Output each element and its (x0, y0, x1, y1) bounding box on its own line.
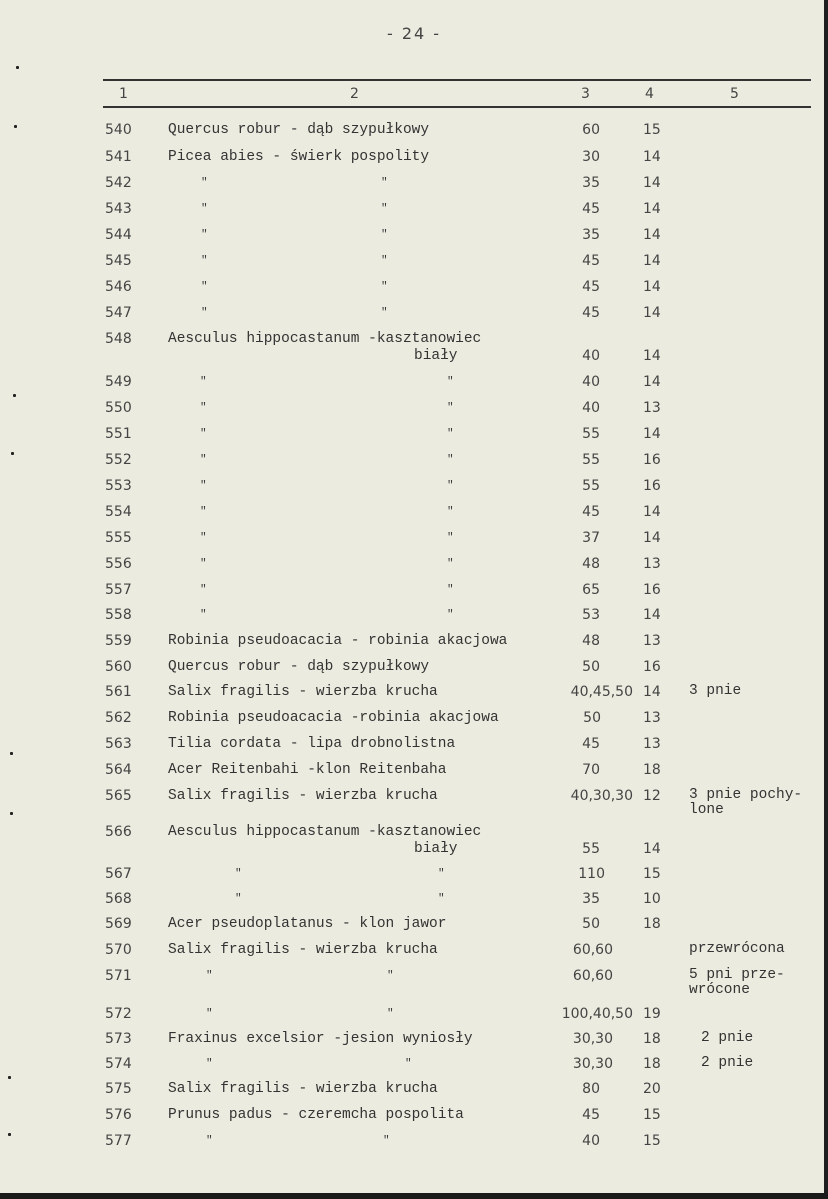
height-value: 18 (643, 762, 661, 778)
ditto-mark-polish: " (447, 506, 454, 518)
height-value: 16 (643, 452, 661, 468)
species-name: Salix fragilis - wierzba krucha (168, 942, 438, 958)
table-row (0, 633, 828, 651)
table-row (0, 331, 828, 364)
diameter-value: 60,60 (572, 968, 613, 984)
ditto-mark-polish: " (447, 532, 454, 544)
species-name: Quercus robur - dąb szypułkowy (168, 122, 430, 138)
column-header-5: 5 (730, 86, 739, 102)
ditto-mark-polish: " (447, 376, 454, 388)
diameter-value: 45 (582, 1107, 600, 1123)
ditto-mark-latin: " (201, 255, 208, 267)
ditto-mark-polish: " (381, 229, 388, 241)
row-number: 550 (105, 400, 132, 416)
remarks: 5 pni prze- (689, 967, 785, 983)
margin-hole-mark (16, 66, 19, 69)
row-number: 565 (105, 788, 132, 804)
column-header-1: 1 (119, 86, 128, 102)
ditto-mark-polish: " (447, 480, 454, 492)
species-name: Tilia cordata - lipa drobnolistna (168, 736, 456, 752)
row-number: 563 (105, 736, 132, 752)
diameter-value: 50 (583, 710, 601, 726)
table-row (0, 253, 828, 271)
species-name: Robinia pseudoacacia - robinia akacjowa (168, 633, 508, 649)
diameter-value: 35 (582, 175, 600, 191)
row-number: 576 (105, 1107, 132, 1123)
ditto-mark-latin: " (201, 229, 208, 241)
height-value: 14 (643, 504, 661, 520)
species-name-continued: biały (414, 841, 458, 857)
row-number: 567 (105, 866, 132, 882)
table-row (0, 582, 828, 600)
diameter-value: 35 (582, 891, 600, 907)
species-name: Prunus padus - czeremcha pospolita (168, 1107, 464, 1123)
ditto-mark-polish: " (447, 454, 454, 466)
diameter-value: 40 (582, 374, 600, 390)
diameter-value: 50 (582, 916, 600, 932)
height-value: 13 (643, 736, 661, 752)
height-value: 12 (643, 788, 661, 804)
ditto-mark-latin: " (206, 1008, 213, 1020)
diameter-value: 45 (582, 504, 600, 520)
diameter-value: 55 (582, 426, 600, 442)
row-number: 570 (105, 942, 132, 958)
margin-hole-mark (10, 812, 13, 815)
species-name: Aesculus hippocastanum -kasztanowiec (168, 331, 482, 347)
column-header-4: 4 (645, 86, 654, 102)
table-row (0, 227, 828, 245)
height-value: 15 (643, 866, 661, 882)
table-row (0, 279, 828, 297)
height-value: 14 (643, 348, 661, 364)
table-row (0, 866, 828, 884)
ditto-mark-latin: " (206, 970, 213, 982)
row-number: 562 (105, 710, 132, 726)
diameter-value: 30 (582, 149, 600, 165)
table-row (0, 736, 828, 754)
table-row (0, 684, 828, 702)
diameter-value: 110 (578, 866, 605, 882)
ditto-mark-polish: " (381, 177, 388, 189)
table-row (0, 1081, 828, 1099)
ditto-mark-latin: " (206, 1058, 213, 1070)
table-row (0, 607, 828, 625)
ditto-mark-latin: " (200, 480, 207, 492)
table-row (0, 201, 828, 219)
remarks-continued: wrócone (689, 982, 750, 998)
row-number: 543 (105, 201, 132, 217)
diameter-value: 55 (582, 478, 600, 494)
table-row (0, 1056, 828, 1074)
height-value: 14 (643, 305, 661, 321)
row-number: 568 (105, 891, 132, 907)
row-number: 564 (105, 762, 132, 778)
remarks: 2 pnie (701, 1030, 754, 1046)
table-row (0, 305, 828, 323)
table-row (0, 175, 828, 193)
height-value: 14 (643, 253, 661, 269)
ditto-mark-latin: " (200, 454, 207, 466)
row-number: 542 (105, 175, 132, 191)
row-number: 558 (105, 607, 132, 623)
table-row (0, 1133, 828, 1151)
row-number: 571 (105, 968, 132, 984)
height-value: 14 (643, 149, 661, 165)
height-value: 14 (643, 426, 661, 442)
diameter-value: 60 (582, 122, 600, 138)
ditto-mark-latin: " (201, 177, 208, 189)
ditto-mark-polish: " (405, 1058, 412, 1070)
height-value: 15 (643, 1107, 661, 1123)
table-row (0, 478, 828, 496)
species-name: Acer Reitenbahi -klon Reitenbaha (168, 762, 447, 778)
diameter-value: 50 (582, 659, 600, 675)
height-value: 14 (643, 530, 661, 546)
table-row (0, 967, 828, 998)
row-number: 556 (105, 556, 132, 572)
height-value: 18 (643, 916, 661, 932)
table-row (0, 452, 828, 470)
species-name: Quercus robur - dąb szypułkowy (168, 659, 430, 675)
diameter-value: 48 (582, 633, 600, 649)
row-number: 541 (105, 149, 132, 165)
ditto-mark-polish: " (381, 281, 388, 293)
table-row (0, 762, 828, 780)
height-value: 16 (643, 659, 661, 675)
height-value: 18 (643, 1031, 661, 1047)
row-number: 577 (105, 1133, 132, 1149)
diameter-value: 45 (582, 201, 600, 217)
diameter-value: 35 (582, 227, 600, 243)
table-row (0, 1006, 828, 1024)
column-header-2: 2 (350, 86, 359, 102)
height-value: 16 (643, 478, 661, 494)
table-row (0, 426, 828, 444)
species-name: Salix fragilis - wierzba krucha (168, 1081, 438, 1097)
row-number: 552 (105, 452, 132, 468)
remarks: przewrócona (689, 941, 785, 957)
ditto-mark-polish: " (387, 1008, 394, 1020)
diameter-value: 70 (582, 762, 600, 778)
table-header-rule-bottom (103, 106, 811, 108)
height-value: 19 (643, 1006, 661, 1022)
ditto-mark-polish: " (381, 307, 388, 319)
species-name-continued: biały (414, 348, 458, 364)
row-number: 540 (105, 122, 132, 138)
table-row (0, 1107, 828, 1125)
table-row (0, 122, 828, 140)
row-number: 566 (105, 824, 132, 840)
table-row (0, 504, 828, 522)
row-number: 546 (105, 279, 132, 295)
height-value: 10 (643, 891, 661, 907)
diameter-value: 55 (582, 452, 600, 468)
row-number: 559 (105, 633, 132, 649)
table-row (0, 1031, 828, 1049)
table-row (0, 710, 828, 728)
row-number: 551 (105, 426, 132, 442)
species-name: Aesculus hippocastanum -kasztanowiec (168, 824, 482, 840)
diameter-value: 30,30 (572, 1056, 613, 1072)
ditto-mark-latin: " (200, 506, 207, 518)
remarks: 2 pnie (701, 1055, 754, 1071)
height-value: 20 (643, 1081, 661, 1097)
diameter-value: 80 (582, 1081, 600, 1097)
table-row (0, 891, 828, 909)
ditto-mark-polish: " (438, 868, 445, 880)
ditto-mark-polish: " (381, 255, 388, 267)
table-row (0, 149, 828, 167)
row-number: 547 (105, 305, 132, 321)
height-value: 14 (643, 227, 661, 243)
row-number: 555 (105, 530, 132, 546)
ditto-mark-polish: " (381, 203, 388, 215)
ditto-mark-latin: " (201, 203, 208, 215)
table-header-rule-top (103, 79, 811, 81)
diameter-value: 55 (582, 841, 600, 857)
height-value: 14 (643, 374, 661, 390)
diameter-value: 48 (582, 556, 600, 572)
diameter-value: 45 (582, 736, 600, 752)
ditto-mark-polish: " (438, 893, 445, 905)
species-name: Acer pseudoplatanus - klon jawor (168, 916, 447, 932)
remarks-continued: lone (689, 802, 724, 818)
ditto-mark-latin: " (235, 868, 242, 880)
column-header-3: 3 (581, 86, 590, 102)
species-name: Picea abies - świerk pospolity (168, 149, 430, 165)
table-row (0, 824, 828, 857)
page-edge-bottom (0, 1193, 828, 1199)
height-value: 13 (643, 400, 661, 416)
ditto-mark-latin: " (200, 532, 207, 544)
height-value: 15 (643, 1133, 661, 1149)
row-number: 569 (105, 916, 132, 932)
ditto-mark-polish: " (387, 970, 394, 982)
species-name: Fraxinus excelsior -jesion wyniosły (168, 1031, 473, 1047)
height-value: 14 (643, 684, 661, 700)
ditto-mark-polish: " (447, 584, 454, 596)
margin-hole-mark (13, 394, 16, 397)
diameter-value: 45 (582, 253, 600, 269)
table-row (0, 787, 828, 818)
row-number: 561 (105, 684, 132, 700)
margin-hole-mark (8, 1076, 11, 1079)
height-value: 16 (643, 582, 661, 598)
ditto-mark-polish: " (383, 1135, 390, 1147)
row-number: 575 (105, 1081, 132, 1097)
row-number: 544 (105, 227, 132, 243)
page-number: - 24 - (386, 24, 442, 43)
row-number: 560 (105, 659, 132, 675)
height-value: 14 (643, 201, 661, 217)
row-number: 573 (105, 1031, 132, 1047)
remarks: 3 pnie pochy- (689, 787, 803, 803)
species-name: Salix fragilis - wierzba krucha (168, 684, 438, 700)
ditto-mark-latin: " (201, 307, 208, 319)
table-row (0, 659, 828, 677)
row-number: 548 (105, 331, 132, 347)
species-name: Robinia pseudoacacia -robinia akacjowa (168, 710, 499, 726)
diameter-value: 37 (582, 530, 600, 546)
ditto-mark-latin: " (200, 609, 207, 621)
row-number: 549 (105, 374, 132, 390)
row-number: 545 (105, 253, 132, 269)
diameter-value: 40 (582, 348, 600, 364)
row-number: 554 (105, 504, 132, 520)
ditto-mark-latin: " (200, 402, 207, 414)
row-number: 572 (105, 1006, 132, 1022)
remarks: 3 pnie (689, 683, 742, 699)
table-row (0, 530, 828, 548)
ditto-mark-polish: " (447, 609, 454, 621)
height-value: 13 (643, 633, 661, 649)
diameter-value: 100,40,50 (561, 1006, 633, 1022)
diameter-value: 45 (582, 305, 600, 321)
ditto-mark-latin: " (235, 893, 242, 905)
height-value: 13 (643, 710, 661, 726)
diameter-value: 40 (582, 400, 600, 416)
ditto-mark-latin: " (200, 428, 207, 440)
height-value: 13 (643, 556, 661, 572)
species-name: Salix fragilis - wierzba krucha (168, 788, 438, 804)
table-row (0, 916, 828, 934)
table-row (0, 556, 828, 574)
table-row (0, 400, 828, 418)
diameter-value: 65 (582, 582, 600, 598)
ditto-mark-latin: " (206, 1135, 213, 1147)
height-value: 14 (643, 279, 661, 295)
diameter-value: 45 (582, 279, 600, 295)
height-value: 14 (643, 175, 661, 191)
diameter-value: 53 (582, 607, 600, 623)
height-value: 18 (643, 1056, 661, 1072)
diameter-value: 40,45,50 (570, 684, 633, 700)
ditto-mark-latin: " (200, 376, 207, 388)
ditto-mark-polish: " (447, 428, 454, 440)
row-number: 557 (105, 582, 132, 598)
height-value: 14 (643, 607, 661, 623)
row-number: 553 (105, 478, 132, 494)
table-row (0, 942, 828, 960)
diameter-value: 40,30,30 (570, 788, 633, 804)
ditto-mark-polish: " (447, 558, 454, 570)
ditto-mark-polish: " (447, 402, 454, 414)
row-number: 574 (105, 1056, 132, 1072)
diameter-value: 60,60 (572, 942, 613, 958)
height-value: 14 (643, 841, 661, 857)
ditto-mark-latin: " (201, 281, 208, 293)
ditto-mark-latin: " (200, 558, 207, 570)
height-value: 15 (643, 122, 661, 138)
diameter-value: 40 (582, 1133, 600, 1149)
diameter-value: 30,30 (572, 1031, 613, 1047)
ditto-mark-latin: " (200, 584, 207, 596)
table-row (0, 374, 828, 392)
